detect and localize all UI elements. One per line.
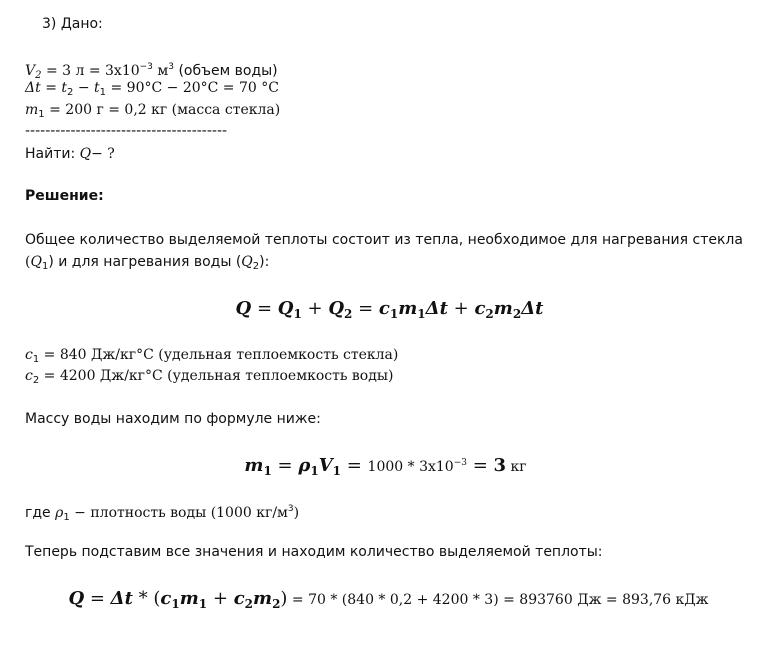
specific-heat-glass: $c_1 = 840$ Дж/кг°С (удельная теплоемкость стекла): [25, 347, 399, 365]
given-temperature: $\Delta t = t_2 - t_1 = 90^\circ C - 20^\circ C = 70$ °C: [25, 80, 279, 98]
explanation-text-1b: $(Q_1)$ и для нагревания воды $(Q_2)$:: [25, 254, 270, 272]
problem-number: 3) Дано:: [42, 16, 103, 32]
density-note: где $\rho_1$ − плотность воды (1000 $кг/м^3$): [25, 504, 300, 523]
equation-water-mass: $m_1 = \rho_1V_1 = 1000 * 3х10^{-3} = 3$ кг: [244, 455, 527, 478]
equation-heat-total: $Q = Q_1 + Q_2 = c_1m_1\Delta t + c_2m_2\Delta t$: [235, 298, 544, 321]
find-line: Найти: Q− ?: [25, 146, 115, 162]
given-mass: $m_1 = 200$ г = 0,2 кг (масса стекла): [25, 102, 281, 120]
explanation-text-3: Теперь подставим все значения и находим количество выделяемой теплоты:: [25, 544, 603, 560]
specific-heat-water: $c_2 = 4200$ Дж/кг°С (удельная теплоемкость воды): [25, 368, 394, 386]
equation-heat-result: $Q = \Delta t * (c_1m_1 + c_2m_2) = 70 * (840 * 0,2 + 4200 * 3) = 893760$ Дж = 893,76 кДж: [68, 588, 709, 611]
divider: ----------------------------------------: [25, 123, 228, 139]
explanation-text-2: Массу воды находим по формуле ниже:: [25, 411, 321, 427]
solution-label: Решение:: [25, 188, 104, 204]
explanation-text-1a: Общее количество выделяемой теплоты состоит из тепла, необходимое для нагревания стекла: [25, 232, 743, 248]
given-volume: $V_2 = 3$ $л = 3х10^{-3}$ $м^3$ (объем воды): [25, 62, 278, 81]
